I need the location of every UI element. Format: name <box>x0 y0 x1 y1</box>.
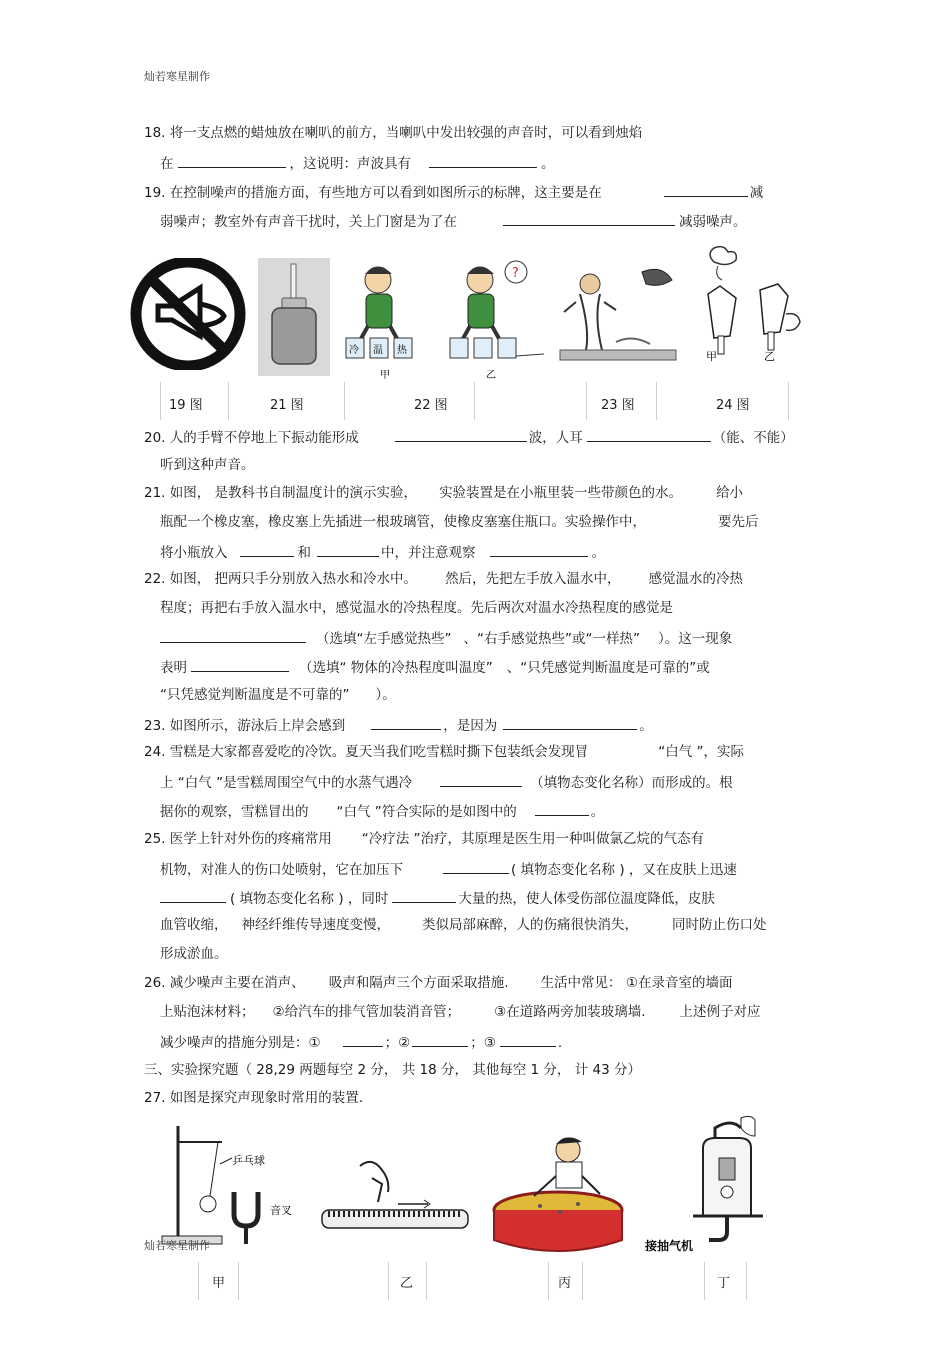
blank[interactable] <box>587 427 711 442</box>
divider <box>474 382 475 420</box>
pump-label: 接抽气机 <box>645 1239 694 1253</box>
fork-label: 音叉 <box>270 1204 292 1217</box>
blank[interactable] <box>240 542 294 557</box>
q22-line2: 程度；再把右手放入温水中，感觉温水的冷热程度。先后两次对温水冷热程度的感觉是 <box>160 600 673 616</box>
divider <box>548 1262 549 1300</box>
q22-line1: 22. 如图， 把两只手分别放入热水和冷水中。 然后，先把左手放入温水中， 感觉温水的冷热 <box>144 571 744 587</box>
page-footer: 灿若寒星制作 <box>144 1239 210 1252</box>
blank[interactable] <box>160 628 306 643</box>
q20-line1: 20. 人的手臂不停地上下振动能形成 波，人耳 （能、不能） <box>144 427 794 447</box>
blank[interactable] <box>664 182 748 197</box>
q27-stem: 27. 如图是探究声现象时常用的装置. <box>144 1090 364 1106</box>
blank[interactable] <box>503 715 637 730</box>
blank[interactable] <box>317 542 379 557</box>
q26-line2: 上贴泡沫材料； ②给汽车的排气管加装消音管； ③在道路两旁加装玻璃墙. 上述例子对应 <box>160 1004 761 1020</box>
no-horn-sign-figure <box>128 258 248 370</box>
q25-line1: 25. 医学上针对外伤的疼痛常用 “冷疗法 ”治疗，其原理是医生用一种叫做氯乙烷的气态有 <box>144 831 705 847</box>
blank[interactable] <box>429 153 537 168</box>
blank[interactable] <box>500 1032 556 1047</box>
q19-line1: 19. 在控制噪声的措施方面，有些地方可以看到如图所示的标牌，这主要是在 减 <box>144 182 763 202</box>
blank[interactable] <box>535 801 589 816</box>
page-header: 灿若寒星制作 <box>144 70 210 83</box>
blank[interactable] <box>412 1032 468 1047</box>
q25-line5: 形成淤血。 <box>160 946 228 962</box>
fig-caption: 19 图 <box>169 398 203 413</box>
q25-line3: ( 填物态变化名称 ) ，同时 大量的热，使人体受伤部位温度降低，皮肤 <box>160 888 715 908</box>
q21-line2: 瓶配一个橡皮塞，橡皮塞上先插进一根玻璃管，使橡皮塞塞住瓶口。实验操作中， 要先后 <box>160 514 759 530</box>
q24-line2: 上 “白气 ”是雪糕周围空气中的水蒸气遇冷 （填物态变化名称）而形成的。根 <box>160 772 733 792</box>
fig-caption: 甲 <box>212 1276 226 1291</box>
fig22-label-jia: 甲 <box>380 370 390 380</box>
q22-line3: （选填“左手感觉热些” 、“右手感觉热些”或“一样热” ）。这一现象 <box>160 628 732 648</box>
divider <box>746 1262 747 1300</box>
divider <box>656 382 657 420</box>
q24-line3: 据你的观察，雪糕冒出的 “白气 ”符合实际的是如图中的 。 <box>160 801 604 821</box>
fig-caption: 24 图 <box>716 398 750 413</box>
q26-line1: 26. 减少噪声主要在消声、 吸声和隔声三个方面采取措施. 生活中常见： ①在录音室的墙面 <box>144 975 733 991</box>
divider <box>704 1262 705 1300</box>
q22-line4: 表明 （选填“ 物体的冷热程度叫温度” 、“只凭感觉判断温度是可靠的”或 <box>160 657 710 677</box>
divider <box>228 382 229 420</box>
blank[interactable] <box>343 1032 383 1047</box>
divider <box>160 382 161 420</box>
q20-line2: 听到这种声音。 <box>160 457 255 473</box>
q21-line3: 将小瓶放入 和 中，并注意观察 。 <box>160 542 605 562</box>
blank[interactable] <box>395 427 527 442</box>
q24-line1: 24. 雪糕是大家都喜爱吃的冷饮。夏天当我们吃雪糕时撕下包装纸会发现冒 “白气 ”，实际 <box>144 744 745 760</box>
blank[interactable] <box>160 888 226 903</box>
svg-text:?: ? <box>512 266 519 281</box>
fig-caption: 乙 <box>400 1276 414 1291</box>
hands-in-water-figure <box>340 258 550 380</box>
blank[interactable] <box>191 657 289 672</box>
q19-line2: 弱噪声；教室外有声音干扰时，关上门窗是为了在 减弱噪声。 <box>160 211 747 231</box>
q23-line: 23. 如图所示，游泳后上岸会感到 ，是因为 。 <box>144 715 653 735</box>
pingpong-label: 乒乓球 <box>232 1154 265 1167</box>
divider <box>582 1262 583 1300</box>
blank[interactable] <box>392 888 456 903</box>
section-3-heading: 三、实验探究题（ 28,29 两题每空 2 分， 共 18 分， 其他每空 1 分， 计 43 分） <box>144 1062 641 1078</box>
fig-caption: 23 图 <box>601 398 635 413</box>
divider <box>586 382 587 420</box>
fig24-label-yi: 乙 <box>764 350 775 363</box>
vacuum-bell-jar-figure <box>645 1114 775 1256</box>
divider <box>388 1262 389 1300</box>
blank[interactable] <box>503 211 675 226</box>
blank[interactable] <box>440 772 522 787</box>
cup-label: 冷 <box>349 345 359 356</box>
cup-label: 热 <box>397 345 407 356</box>
tuning-fork-pingpong-figure <box>160 1122 320 1250</box>
swimmer-figure <box>556 258 682 370</box>
drum-figure <box>490 1132 630 1260</box>
q22-line5: “只凭感觉判断温度是不可靠的” ）。 <box>160 687 396 703</box>
fig-caption: 22 图 <box>414 398 448 413</box>
blank[interactable] <box>443 859 509 874</box>
bottle-thermometer-figure <box>258 258 330 376</box>
divider <box>198 1262 199 1300</box>
divider <box>344 382 345 420</box>
q26-line3: 减少噪声的措施分别是：① ；② ；③ . <box>160 1032 562 1052</box>
fig-caption: 丁 <box>717 1276 731 1291</box>
blank[interactable] <box>178 153 286 168</box>
q25-line2: 机物，对准人的伤口处喷射，它在加压下 ( 填物态变化名称 ) ，又在皮肤上迅速 <box>160 859 737 879</box>
fig22-label-yi: 乙 <box>486 370 496 380</box>
q18-line2: 在 ，这说明：声波具有 。 <box>160 153 555 173</box>
fig24-label-jia: 甲 <box>706 350 717 363</box>
divider <box>426 1262 427 1300</box>
divider <box>238 1262 239 1300</box>
blank[interactable] <box>490 542 588 557</box>
q18-line1: 18. 将一支点燃的蜡烛放在喇叭的前方，当喇叭中发出较强的声音时，可以看到烛焰 <box>144 125 643 141</box>
blank[interactable] <box>371 715 441 730</box>
popsicle-figure <box>700 244 810 370</box>
divider <box>788 382 789 420</box>
q25-line4: 血管收缩， 神经纤维传导速度变慢， 类似局部麻醉，人的伤痛很快消失， 同时防止伤口处 <box>160 917 767 933</box>
cup-label: 温 <box>373 345 383 356</box>
comb-card-figure <box>320 1156 470 1240</box>
q21-line1: 21. 如图， 是教科书自制温度计的演示实验， 实验装置是在小瓶里装一些带颜色的水。 给小 <box>144 485 744 501</box>
fig-caption: 丙 <box>558 1276 572 1291</box>
fig-caption: 21 图 <box>270 398 304 413</box>
